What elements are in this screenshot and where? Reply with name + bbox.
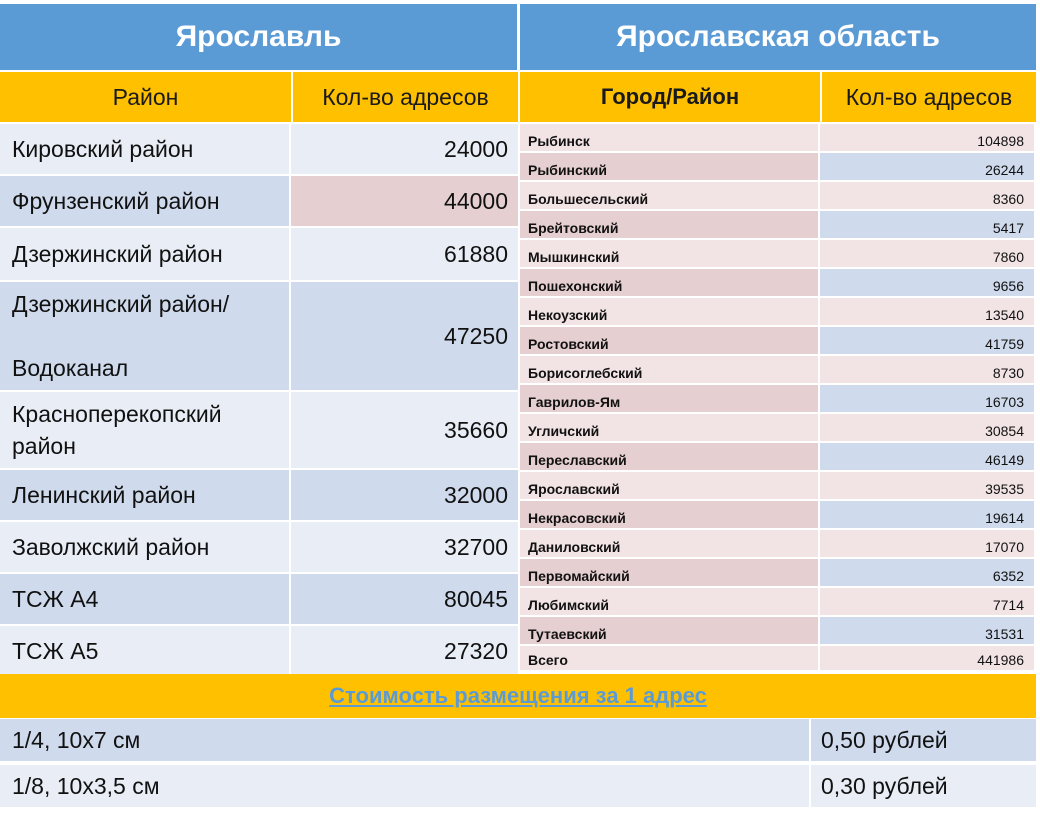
city-district-name: Тутаевский (520, 617, 820, 644)
address-count: 61880 (291, 228, 518, 280)
district-name: Ленинский район (0, 470, 291, 520)
table-row (520, 298, 1036, 327)
oblast-address-count: 41759 (820, 327, 1034, 354)
oblast-address-count: 8360 (820, 182, 1034, 209)
price-row (0, 719, 1036, 763)
city-district-name: Рыбинский (520, 153, 820, 180)
city-district-name: Переславский (520, 443, 820, 470)
table-row (0, 626, 518, 678)
oblast-address-count: 16703 (820, 385, 1034, 412)
city-district-name: Всего (520, 646, 820, 670)
table-row (520, 646, 1036, 672)
oblast-address-count: 8730 (820, 356, 1034, 383)
oblast-address-count: 7714 (820, 588, 1034, 615)
table-row (0, 392, 518, 470)
ad-price: 0,50 рублей (811, 719, 1036, 761)
table-row (520, 385, 1036, 414)
district-header: Район (0, 72, 291, 122)
city-district-name: Угличский (520, 414, 820, 441)
table-row (520, 588, 1036, 617)
table-row (520, 559, 1036, 588)
district-name: Дзержинский район/ Водоканал (0, 282, 291, 390)
table-row (0, 228, 518, 282)
ad-price: 0,30 рублей (811, 765, 1036, 807)
table-row (520, 124, 1036, 153)
oblast-address-count: 26244 (820, 153, 1034, 180)
yaroslavl-title: Ярославль (0, 4, 517, 70)
district-name: Фрунзенский район (0, 176, 291, 226)
pricing-title-link[interactable]: Стоимость размещения за 1 адрес (329, 683, 707, 708)
city-district-name: Ярославский (520, 472, 820, 499)
city-district-name: Рыбинск (520, 124, 820, 151)
oblast-count-header: Кол-во адресов (822, 72, 1036, 122)
city-district-name: Мышкинский (520, 240, 820, 267)
address-count: 32000 (291, 470, 518, 520)
oblast-address-count: 39535 (820, 472, 1034, 499)
address-count: 24000 (291, 124, 518, 174)
city-district-name: Большесельский (520, 182, 820, 209)
oblast-address-count: 19614 (820, 501, 1034, 528)
table-row (520, 530, 1036, 559)
pricing-title (0, 674, 1036, 718)
table-row (520, 211, 1036, 240)
city-district-name: Борисоглебский (520, 356, 820, 383)
table-row (520, 414, 1036, 443)
city-district-name: Некоузский (520, 298, 820, 325)
oblast-address-count: 31531 (820, 617, 1034, 644)
table-row (520, 327, 1036, 356)
district-name: ТСЖ А5 (0, 626, 291, 676)
table-row (520, 356, 1036, 385)
city-district-name: Первомайский (520, 559, 820, 586)
table-row (0, 282, 518, 392)
city-district-name: Некрасовский (520, 501, 820, 528)
district-name: Заволжский район (0, 522, 291, 572)
oblast-address-count: 104898 (820, 124, 1034, 151)
ad-size: 1/4, 10x7 см (0, 719, 811, 761)
district-name: Красноперекопский район (0, 392, 291, 468)
ad-size: 1/8, 10x3,5 см (0, 765, 811, 807)
address-count: 32700 (291, 522, 518, 572)
table-row (520, 443, 1036, 472)
city-district-name: Любимский (520, 588, 820, 615)
city-district-name: Пошехонский (520, 269, 820, 296)
city-district-name: Ростовский (520, 327, 820, 354)
oblast-address-count: 9656 (820, 269, 1034, 296)
city-district-name: Гаврилов-Ям (520, 385, 820, 412)
city-district-name: Даниловский (520, 530, 820, 557)
address-count: 35660 (291, 392, 518, 468)
oblast-address-count: 5417 (820, 211, 1034, 238)
oblast-address-count: 17070 (820, 530, 1034, 557)
table-row (520, 182, 1036, 211)
address-count: 44000 (291, 176, 518, 226)
table-row (520, 269, 1036, 298)
table-row (520, 153, 1036, 182)
table-row (0, 124, 518, 176)
count-header: Кол-во адресов (293, 72, 518, 122)
address-count: 27320 (291, 626, 518, 676)
oblast-address-count: 7860 (820, 240, 1034, 267)
address-count: 80045 (291, 574, 518, 624)
table-row (520, 472, 1036, 501)
address-count: 47250 (291, 282, 518, 390)
oblast-address-count: 46149 (820, 443, 1034, 470)
oblast-address-count: 30854 (820, 414, 1034, 441)
district-name: Дзержинский район (0, 228, 291, 280)
table-row (0, 574, 518, 626)
oblast-address-count: 6352 (820, 559, 1034, 586)
table-row (520, 617, 1036, 646)
oblast-address-count: 441986 (820, 646, 1034, 670)
city-district-name: Брейтовский (520, 211, 820, 238)
table-row (520, 240, 1036, 269)
price-row (0, 765, 1036, 809)
table-row (0, 470, 518, 522)
oblast-title: Ярославская область (520, 4, 1036, 70)
oblast-address-count: 13540 (820, 298, 1034, 325)
table-row (0, 522, 518, 574)
district-name: Кировский район (0, 124, 291, 174)
city-district-header: Город/Район (520, 72, 820, 122)
table-row (0, 176, 518, 228)
district-name: ТСЖ А4 (0, 574, 291, 624)
table-row (520, 501, 1036, 530)
